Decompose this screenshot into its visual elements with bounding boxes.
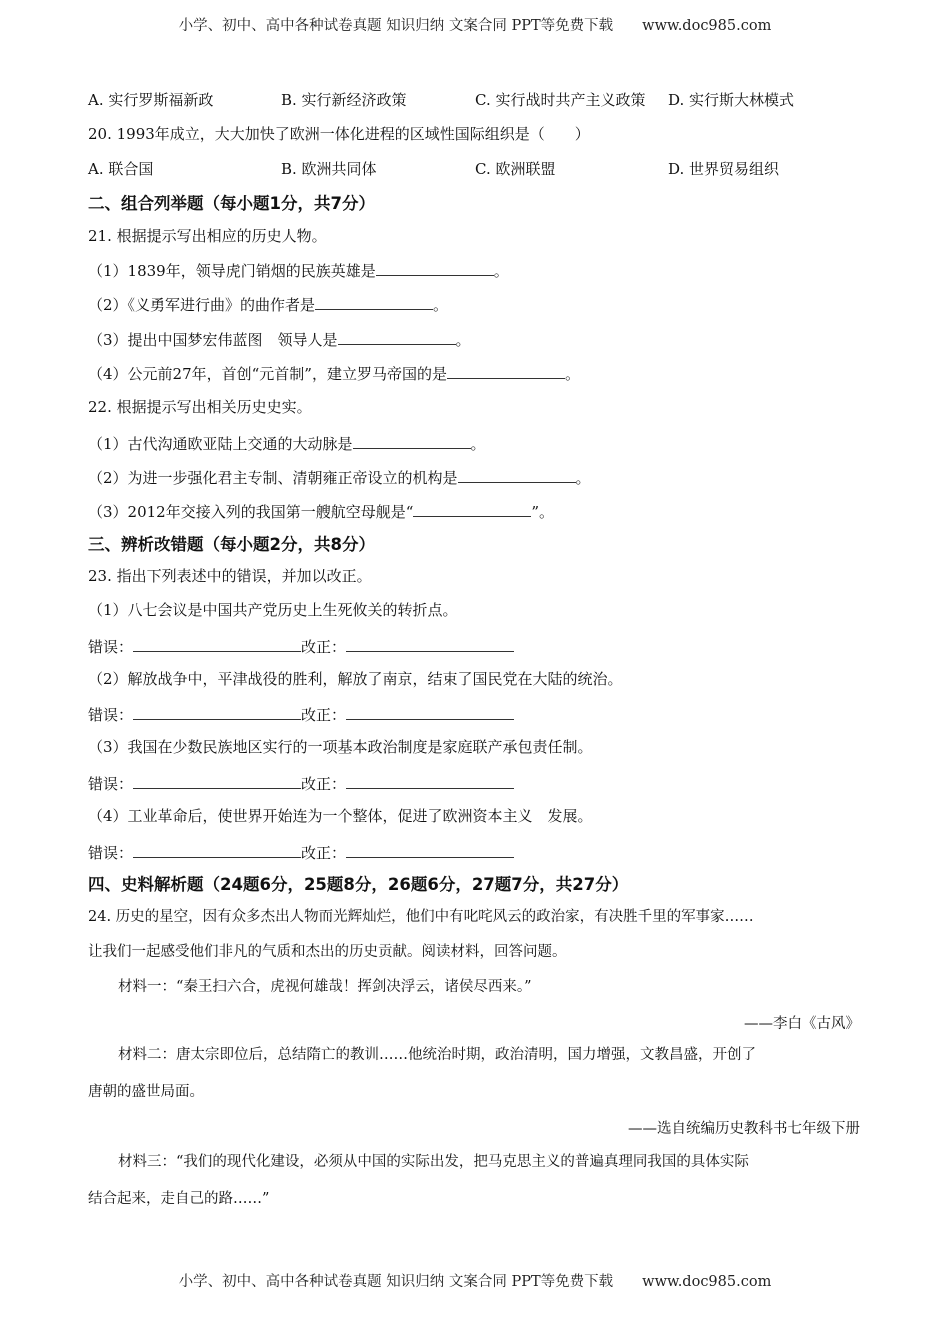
q22-item-1: （1）古代沟通欧亚陆上交通的大动脉是 。 xyxy=(88,432,486,454)
answer-blank[interactable] xyxy=(376,259,494,276)
q22-item-3: （3）2012年交接入列的我国第一艘航空母舰是“ ”。 xyxy=(88,500,554,522)
material-2-line-2: 唐朝的盛世局面。 xyxy=(88,1084,204,1100)
q21-item-2: （2）《义勇军进行曲》的曲作者是 。 xyxy=(88,293,448,315)
correction-blank[interactable] xyxy=(346,772,514,789)
answer-blank[interactable] xyxy=(413,500,531,517)
correction-blank[interactable] xyxy=(346,841,514,858)
section-4-title: 四、史料解析题（24题6分，25题8分，26题6分，27题7分，共27分） xyxy=(88,875,629,894)
material-2-source: ——选自统编历史教科书七年级下册 xyxy=(628,1121,860,1137)
q24-intro-line-2: 让我们一起感受他们非凡的气质和杰出的历史贡献。阅读材料，回答问题。 xyxy=(88,944,567,960)
q21-stem: 21. 根据提示写出相应的历史人物。 xyxy=(88,227,327,245)
q23-answer-row-1: 错误： 改正： xyxy=(88,635,514,657)
q20-option-b: B. 欧洲共同体 xyxy=(281,160,377,178)
material-3-line-2: 结合起来，走自己的路……” xyxy=(88,1191,270,1207)
q19-option-d: D. 实行斯大林模式 xyxy=(668,91,795,109)
answer-blank[interactable] xyxy=(315,293,433,310)
material-2-line-1: 材料二：唐太宗即位后，总结隋亡的教训……他统治时期，政治清明，国力增强，文教昌盛，开创了 xyxy=(118,1047,756,1063)
material-1-source: ——李白《古风》 xyxy=(744,1016,860,1032)
answer-blank[interactable] xyxy=(447,362,565,379)
material-3-line-1: 材料三：“我们的现代化建设，必须从中国的实际出发，把马克思主义的普遍真理同我国的具体实际 xyxy=(118,1154,749,1170)
q23-stem: 23. 指出下列表述中的错误，并加以改正。 xyxy=(88,567,372,585)
section-3-title: 三、辨析改错题（每小题2分，共8分） xyxy=(88,535,375,554)
q20-option-d: D. 世界贸易组织 xyxy=(668,160,780,178)
q21-item-1: （1）1839年，领导虎门销烟的民族英雄是 。 xyxy=(88,259,509,281)
q23-item-1: （1）八七会议是中国共产党历史上生死攸关的转折点。 xyxy=(88,601,458,619)
q23-answer-row-4: 错误： 改正： xyxy=(88,841,514,863)
error-blank[interactable] xyxy=(133,703,301,720)
q20-option-c: C. 欧洲联盟 xyxy=(475,160,556,178)
q19-option-c: C. 实行战时共产主义政策 xyxy=(475,91,646,109)
section-2-title: 二、组合列举题（每小题1分，共7分） xyxy=(88,194,375,213)
error-blank[interactable] xyxy=(133,772,301,789)
q23-answer-row-3: 错误： 改正： xyxy=(88,772,514,794)
q22-stem: 22. 根据提示写出相关历史史实。 xyxy=(88,398,312,416)
q19-option-a: A. 实行罗斯福新政 xyxy=(88,91,214,109)
page-header: 小学、初中、高中各种试卷真题 知识归纳 文案合同 PPT等免费下载 www.doc985.com xyxy=(178,18,772,34)
answer-blank[interactable] xyxy=(353,432,471,449)
q20-option-a: A. 联合国 xyxy=(88,160,154,178)
material-1: 材料一：“秦王扫六合，虎视何雄哉！挥剑决浮云，诸侯尽西来。” xyxy=(118,979,532,995)
q23-item-4: （4）工业革命后，使世界开始连为一个整体，促进了欧洲资本主义 发展。 xyxy=(88,807,593,825)
page-footer: 小学、初中、高中各种试卷真题 知识归纳 文案合同 PPT等免费下载 www.doc985.com xyxy=(178,1274,772,1290)
q23-item-3: （3）我国在少数民族地区实行的一项基本政治制度是家庭联产承包责任制。 xyxy=(88,738,593,756)
q20-stem: 20. 1993年成立，大大加快了欧洲一体化进程的区域性国际组织是（ ） xyxy=(88,125,590,143)
q21-item-4: （4）公元前27年，首创“元首制”，建立罗马帝国的是 。 xyxy=(88,362,580,384)
q24-intro-line-1: 24. 历史的星空，因有众多杰出人物而光辉灿烂，他们中有叱咤风云的政治家，有决胜千里的军事家…… xyxy=(88,909,754,925)
error-blank[interactable] xyxy=(133,635,301,652)
q22-item-2: （2）为进一步强化君主专制、清朝雍正帝设立的机构是 。 xyxy=(88,466,591,488)
answer-blank[interactable] xyxy=(458,466,576,483)
q23-answer-row-2: 错误： 改正： xyxy=(88,703,514,725)
q23-item-2: （2）解放战争中，平津战役的胜利，解放了南京，结束了国民党在大陆的统治。 xyxy=(88,670,623,688)
answer-blank[interactable] xyxy=(338,328,456,345)
correction-blank[interactable] xyxy=(346,635,514,652)
correction-blank[interactable] xyxy=(346,703,514,720)
q19-option-b: B. 实行新经济政策 xyxy=(281,91,407,109)
error-blank[interactable] xyxy=(133,841,301,858)
q21-item-3: （3）提出中国梦宏伟蓝图 领导人是 。 xyxy=(88,328,471,350)
